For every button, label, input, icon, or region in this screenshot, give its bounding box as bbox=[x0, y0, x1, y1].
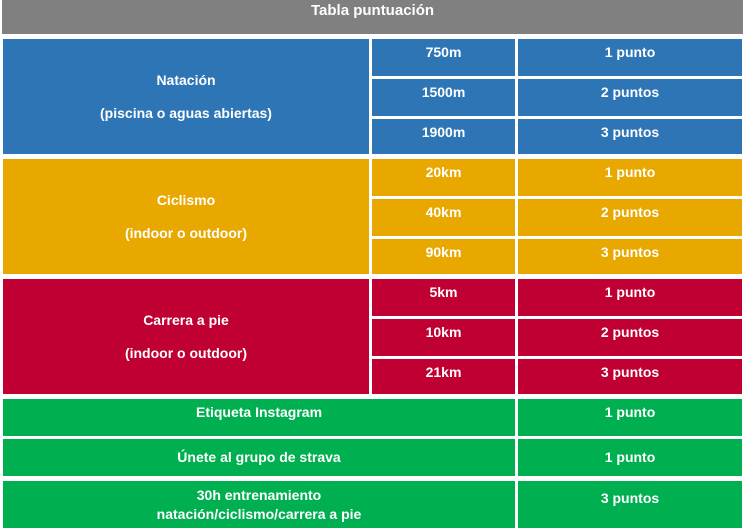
points-cell: 3 puntos bbox=[518, 481, 742, 528]
distance-cell: 1900m bbox=[372, 119, 515, 154]
sport-name: Carrera a pie bbox=[143, 311, 229, 328]
distance-cell: 20km bbox=[372, 159, 515, 196]
points-cell: 2 puntos bbox=[518, 199, 742, 236]
points-cell: 1 punto bbox=[518, 39, 742, 76]
sport-detail: (piscina o aguas abiertas) bbox=[100, 104, 272, 121]
extra-task-cell: Únete al grupo de strava bbox=[3, 439, 515, 476]
distance-cell: 21km bbox=[372, 359, 515, 394]
distance-cell: 90km bbox=[372, 239, 515, 274]
distance-cell: 1500m bbox=[372, 79, 515, 116]
table-title: Tabla puntuación bbox=[2, 0, 743, 34]
sport-label-run bbox=[3, 279, 369, 394]
extra-task-line: natación/ciclismo/carrera a pie bbox=[156, 505, 362, 522]
sport-detail: (indoor o outdoor) bbox=[124, 344, 248, 361]
points-cell: 3 puntos bbox=[518, 239, 742, 274]
points-cell: 2 puntos bbox=[518, 79, 742, 116]
extra-task-cell bbox=[3, 481, 515, 528]
distance-cell: 750m bbox=[372, 39, 515, 76]
sport-label-bike bbox=[3, 159, 369, 274]
sport-name: Natación bbox=[156, 71, 216, 88]
sport-label-swim bbox=[3, 39, 369, 154]
points-cell: 1 punto bbox=[518, 279, 742, 316]
extra-task-line: 30h entrenamiento bbox=[196, 486, 322, 503]
points-cell: 2 puntos bbox=[518, 319, 742, 356]
distance-cell: 40km bbox=[372, 199, 515, 236]
distance-cell: 10km bbox=[372, 319, 515, 356]
points-cell: 1 punto bbox=[518, 439, 742, 476]
points-cell: 1 punto bbox=[518, 399, 742, 436]
points-cell: 1 punto bbox=[518, 159, 742, 196]
sport-name: Ciclismo bbox=[156, 191, 216, 208]
points-cell: 3 puntos bbox=[518, 119, 742, 154]
extra-task-cell: Etiqueta Instagram bbox=[3, 399, 515, 436]
points-cell: 3 puntos bbox=[518, 359, 742, 394]
sport-detail: (indoor o outdoor) bbox=[124, 224, 248, 241]
distance-cell: 5km bbox=[372, 279, 515, 316]
